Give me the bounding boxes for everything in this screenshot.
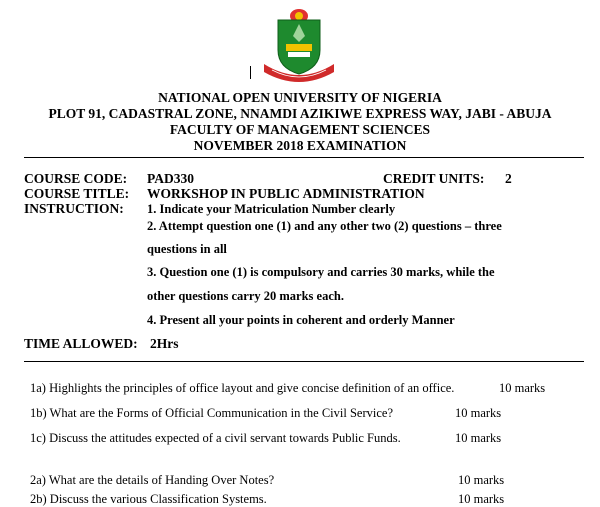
instruction-line: questions in all bbox=[147, 242, 227, 256]
instruction-label: INSTRUCTION: bbox=[24, 201, 124, 216]
university-name: NATIONAL OPEN UNIVERSITY OF NIGERIA bbox=[158, 90, 442, 105]
credit-units: 2 bbox=[505, 171, 512, 186]
exam-session: NOVEMBER 2018 EXAMINATION bbox=[193, 138, 407, 153]
instruction-line: other questions carry 20 marks each. bbox=[147, 289, 344, 303]
question-text: 2b) Discuss the various Classification Systems. bbox=[30, 492, 267, 506]
section-divider bbox=[24, 361, 584, 362]
instruction-line: 3. Question one (1) is compulsory and carries 30 marks, while the bbox=[147, 265, 495, 279]
faculty-name: FACULTY OF MANAGEMENT SCIENCES bbox=[169, 122, 431, 137]
time-allowed-label: TIME ALLOWED: bbox=[24, 336, 138, 351]
instruction-line: 1. Indicate your Matriculation Number clearly bbox=[147, 202, 396, 216]
header-divider bbox=[24, 157, 584, 158]
question-text: 2a) What are the details of Handing Over Notes? bbox=[30, 473, 275, 487]
question-marks: 10 marks bbox=[455, 406, 502, 420]
question-marks: 10 marks bbox=[455, 431, 502, 445]
question-marks: 10 marks bbox=[499, 381, 546, 395]
credit-units-label: CREDIT UNITS: bbox=[383, 171, 485, 186]
course-code: PAD330 bbox=[147, 171, 194, 186]
instruction-line: 2. Attempt question one (1) and any other two (2) questions – three bbox=[147, 219, 502, 233]
question-marks: 10 marks bbox=[458, 473, 505, 487]
time-allowed: 2Hrs bbox=[150, 336, 179, 351]
university-logo bbox=[258, 6, 340, 84]
question-marks: 10 marks bbox=[458, 492, 505, 506]
university-address: PLOT 91, CADASTRAL ZONE, NNAMDI AZIKIWE EXPRESS WAY, JABI - ABUJA bbox=[48, 106, 552, 121]
question-text: 1a) Highlights the principles of office layout and give concise definition of an office. bbox=[30, 381, 455, 395]
course-code-label: COURSE CODE: bbox=[24, 171, 128, 186]
text-cursor bbox=[250, 66, 251, 79]
course-title-label: COURSE TITLE: bbox=[24, 186, 130, 201]
question-text: 1c) Discuss the attitudes expected of a civil servant towards Public Funds. bbox=[30, 431, 401, 445]
instruction-line: 4. Present all your points in coherent and orderly Manner bbox=[147, 313, 455, 327]
course-title: WORKSHOP IN PUBLIC ADMINISTRATION bbox=[147, 186, 425, 201]
question-text: 1b) What are the Forms of Official Communication in the Civil Service? bbox=[30, 406, 393, 420]
